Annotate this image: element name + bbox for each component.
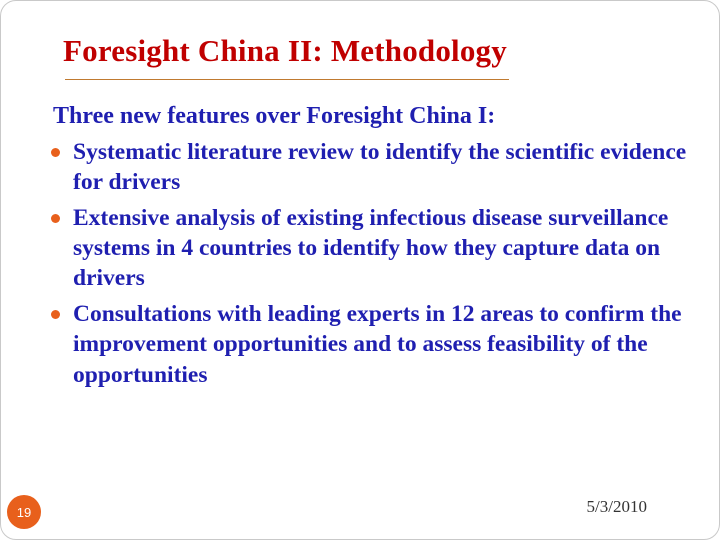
page-number-badge: 19 (7, 495, 41, 529)
bullet-dot-icon (51, 148, 60, 157)
list-item-text: Consultations with leading experts in 12 areas to confirm the improvement opportunities and to assess feasibility of the opportunities (73, 301, 682, 388)
list-item (47, 203, 695, 293)
lead-line: Three new features over Foresight China I: (53, 103, 496, 129)
list-item-text: Extensive analysis of existing infectious disease surveillance systems in 4 countries to identify how they capture data on drivers (73, 205, 669, 292)
page-title: Foresight China II: Methodology (63, 33, 507, 68)
date-stamp: 5/3/2010 (586, 497, 647, 516)
bullet-dot-icon (51, 214, 60, 223)
list-item-text: Systematic literature review to identify the scientific evidence for drivers (73, 139, 687, 196)
title-divider (65, 79, 509, 80)
list-item (47, 137, 695, 197)
slide-body (47, 101, 695, 396)
bullet-list (47, 137, 695, 390)
list-item (47, 299, 695, 389)
bullet-dot-icon (51, 310, 60, 319)
